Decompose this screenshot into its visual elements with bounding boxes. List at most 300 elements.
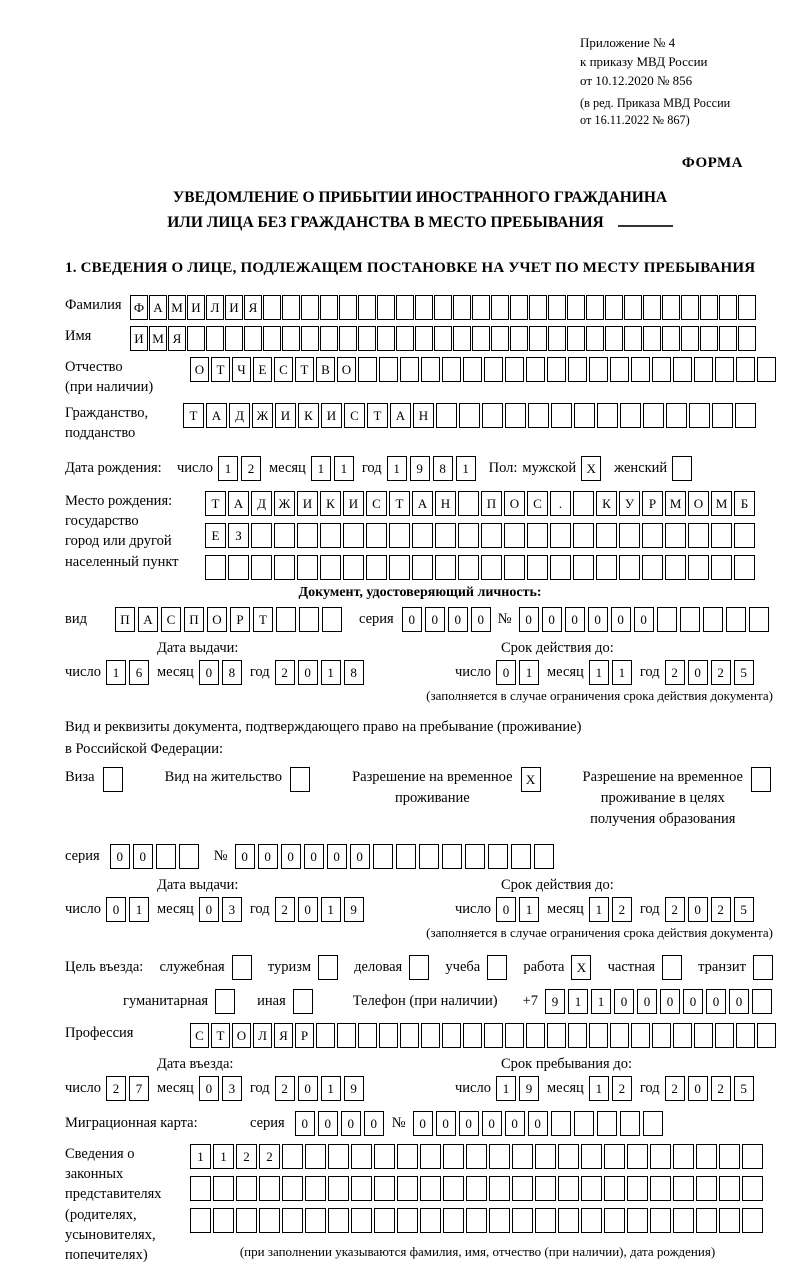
char-box[interactable] — [581, 1208, 602, 1233]
char-box[interactable]: 0 — [318, 1111, 338, 1136]
char-box[interactable]: О — [688, 491, 709, 516]
char-box[interactable] — [662, 955, 682, 980]
char-box[interactable]: А — [138, 607, 158, 632]
char-box[interactable]: К — [596, 491, 617, 516]
char-box[interactable] — [282, 1144, 303, 1169]
char-box[interactable]: С — [344, 403, 365, 428]
char-box[interactable] — [665, 555, 686, 580]
char-box[interactable]: Т — [183, 403, 204, 428]
char-box[interactable] — [320, 295, 338, 320]
char-box[interactable]: 8 — [344, 660, 364, 685]
char-box[interactable] — [742, 1208, 763, 1233]
char-box[interactable] — [505, 403, 526, 428]
char-box[interactable]: 7 — [129, 1076, 149, 1101]
char-box[interactable] — [259, 1208, 280, 1233]
char-box[interactable] — [527, 555, 548, 580]
char-box[interactable] — [631, 1023, 650, 1048]
char-box[interactable] — [512, 1208, 533, 1233]
char-box[interactable] — [662, 326, 680, 351]
char-box[interactable]: 0 — [459, 1111, 479, 1136]
char-box[interactable] — [232, 955, 252, 980]
char-box[interactable]: Е — [205, 523, 226, 548]
char-box[interactable] — [597, 403, 618, 428]
char-box[interactable]: Д — [251, 491, 272, 516]
char-box[interactable] — [604, 1144, 625, 1169]
char-box[interactable] — [504, 523, 525, 548]
char-box[interactable] — [397, 1208, 418, 1233]
char-box[interactable]: 2 — [612, 897, 632, 922]
char-box[interactable]: Т — [211, 357, 230, 382]
char-box[interactable]: 1 — [612, 660, 632, 685]
char-box[interactable] — [415, 326, 433, 351]
char-box[interactable] — [316, 1023, 335, 1048]
char-box[interactable]: К — [298, 403, 319, 428]
char-box[interactable] — [434, 295, 452, 320]
char-box[interactable]: О — [232, 1023, 251, 1048]
char-box[interactable] — [719, 1208, 740, 1233]
char-box[interactable]: И — [275, 403, 296, 428]
char-box[interactable]: А — [149, 295, 167, 320]
char-box[interactable] — [535, 1208, 556, 1233]
char-box[interactable] — [187, 326, 205, 351]
char-box[interactable] — [738, 326, 756, 351]
char-box[interactable]: И — [130, 326, 148, 351]
char-box[interactable] — [491, 326, 509, 351]
char-box[interactable] — [610, 357, 629, 382]
char-box[interactable]: С — [366, 491, 387, 516]
char-box[interactable]: 2 — [612, 1076, 632, 1101]
char-box[interactable]: Р — [230, 607, 250, 632]
char-box[interactable]: Т — [367, 403, 388, 428]
char-box[interactable]: 0 — [110, 844, 130, 869]
char-box[interactable]: С — [274, 357, 293, 382]
char-box[interactable] — [711, 523, 732, 548]
char-box[interactable] — [673, 1023, 692, 1048]
char-box[interactable]: Т — [295, 357, 314, 382]
char-box[interactable] — [734, 523, 755, 548]
char-box[interactable] — [694, 1023, 713, 1048]
char-box[interactable] — [465, 844, 485, 869]
char-box[interactable]: 0 — [298, 1076, 318, 1101]
char-box[interactable]: X — [521, 767, 541, 792]
char-box[interactable] — [179, 844, 199, 869]
char-box[interactable]: X — [571, 955, 591, 980]
char-box[interactable] — [558, 1208, 579, 1233]
char-box[interactable]: Е — [253, 357, 272, 382]
char-box[interactable]: 1 — [591, 989, 611, 1014]
char-box[interactable]: 1 — [311, 456, 331, 481]
char-box[interactable] — [696, 1144, 717, 1169]
char-box[interactable]: 0 — [133, 844, 153, 869]
char-box[interactable] — [681, 326, 699, 351]
char-box[interactable] — [547, 357, 566, 382]
char-box[interactable]: 0 — [496, 660, 516, 685]
char-box[interactable] — [757, 1023, 776, 1048]
char-box[interactable] — [484, 1023, 503, 1048]
char-box[interactable] — [205, 555, 226, 580]
char-box[interactable] — [742, 1144, 763, 1169]
char-box[interactable]: 1 — [129, 897, 149, 922]
char-box[interactable] — [535, 1176, 556, 1201]
char-box[interactable]: И — [225, 295, 243, 320]
char-box[interactable] — [419, 844, 439, 869]
char-box[interactable] — [351, 1176, 372, 1201]
char-box[interactable] — [459, 403, 480, 428]
char-box[interactable] — [488, 844, 508, 869]
char-box[interactable]: 0 — [199, 1076, 219, 1101]
char-box[interactable] — [680, 607, 700, 632]
char-box[interactable] — [379, 357, 398, 382]
char-box[interactable]: . — [550, 491, 571, 516]
char-box[interactable]: 0 — [505, 1111, 525, 1136]
char-box[interactable]: 1 — [321, 660, 341, 685]
char-box[interactable]: М — [168, 295, 186, 320]
char-box[interactable] — [527, 523, 548, 548]
char-box[interactable] — [339, 326, 357, 351]
char-box[interactable]: 2 — [106, 1076, 126, 1101]
char-box[interactable] — [358, 1023, 377, 1048]
char-box[interactable]: 0 — [496, 897, 516, 922]
char-box[interactable] — [604, 1208, 625, 1233]
char-box[interactable] — [228, 555, 249, 580]
char-box[interactable] — [389, 555, 410, 580]
char-box[interactable] — [657, 607, 677, 632]
char-box[interactable] — [305, 1144, 326, 1169]
char-box[interactable] — [466, 1144, 487, 1169]
char-box[interactable]: 2 — [275, 897, 295, 922]
char-box[interactable] — [491, 295, 509, 320]
char-box[interactable] — [481, 555, 502, 580]
char-box[interactable]: П — [481, 491, 502, 516]
char-box[interactable]: 3 — [222, 1076, 242, 1101]
char-box[interactable] — [389, 523, 410, 548]
char-box[interactable]: 2 — [665, 1076, 685, 1101]
char-box[interactable] — [379, 1023, 398, 1048]
char-box[interactable] — [206, 326, 224, 351]
char-box[interactable] — [301, 326, 319, 351]
char-box[interactable] — [726, 607, 746, 632]
char-box[interactable]: С — [161, 607, 181, 632]
char-box[interactable] — [420, 1208, 441, 1233]
char-box[interactable]: 0 — [425, 607, 445, 632]
char-box[interactable] — [328, 1176, 349, 1201]
char-box[interactable] — [343, 555, 364, 580]
char-box[interactable]: 1 — [519, 897, 539, 922]
char-box[interactable]: 5 — [734, 897, 754, 922]
char-box[interactable] — [596, 555, 617, 580]
char-box[interactable]: 2 — [665, 660, 685, 685]
char-box[interactable] — [251, 555, 272, 580]
char-box[interactable]: 8 — [433, 456, 453, 481]
char-box[interactable] — [650, 1208, 671, 1233]
char-box[interactable]: 0 — [519, 607, 539, 632]
char-box[interactable] — [421, 1023, 440, 1048]
char-box[interactable] — [742, 1176, 763, 1201]
char-box[interactable] — [466, 1176, 487, 1201]
char-box[interactable]: М — [149, 326, 167, 351]
char-box[interactable]: 0 — [298, 897, 318, 922]
char-box[interactable] — [694, 357, 713, 382]
char-box[interactable] — [703, 607, 723, 632]
char-box[interactable] — [420, 1144, 441, 1169]
char-box[interactable] — [643, 1111, 663, 1136]
char-box[interactable] — [586, 295, 604, 320]
char-box[interactable]: Я — [274, 1023, 293, 1048]
char-box[interactable] — [373, 844, 393, 869]
char-box[interactable] — [643, 403, 664, 428]
char-box[interactable]: Я — [244, 295, 262, 320]
char-box[interactable] — [358, 357, 377, 382]
char-box[interactable] — [443, 1208, 464, 1233]
char-box[interactable] — [282, 295, 300, 320]
char-box[interactable]: Ж — [274, 491, 295, 516]
char-box[interactable] — [482, 403, 503, 428]
char-box[interactable]: Л — [206, 295, 224, 320]
char-box[interactable] — [567, 295, 585, 320]
char-box[interactable] — [412, 523, 433, 548]
char-box[interactable] — [715, 1023, 734, 1048]
char-box[interactable] — [535, 1144, 556, 1169]
char-box[interactable]: 1 — [190, 1144, 211, 1169]
char-box[interactable]: М — [711, 491, 732, 516]
char-box[interactable] — [505, 357, 524, 382]
char-box[interactable]: Т — [253, 607, 273, 632]
char-box[interactable] — [712, 403, 733, 428]
char-box[interactable] — [620, 403, 641, 428]
char-box[interactable] — [567, 326, 585, 351]
char-box[interactable]: 0 — [542, 607, 562, 632]
char-box[interactable]: И — [187, 295, 205, 320]
char-box[interactable] — [156, 844, 176, 869]
char-box[interactable]: З — [228, 523, 249, 548]
char-box[interactable]: 0 — [683, 989, 703, 1014]
char-box[interactable] — [665, 523, 686, 548]
char-box[interactable] — [282, 1208, 303, 1233]
char-box[interactable] — [305, 1208, 326, 1233]
char-box[interactable] — [551, 1111, 571, 1136]
char-box[interactable] — [673, 1208, 694, 1233]
char-box[interactable]: 1 — [568, 989, 588, 1014]
char-box[interactable] — [463, 357, 482, 382]
char-box[interactable]: 1 — [334, 456, 354, 481]
char-box[interactable] — [377, 295, 395, 320]
char-box[interactable]: 2 — [275, 660, 295, 685]
char-box[interactable] — [328, 1144, 349, 1169]
char-box[interactable]: И — [343, 491, 364, 516]
char-box[interactable] — [484, 357, 503, 382]
char-box[interactable]: А — [228, 491, 249, 516]
char-box[interactable]: Д — [229, 403, 250, 428]
char-box[interactable] — [377, 326, 395, 351]
char-box[interactable] — [589, 1023, 608, 1048]
char-box[interactable]: 1 — [589, 1076, 609, 1101]
char-box[interactable] — [366, 523, 387, 548]
char-box[interactable]: Т — [211, 1023, 230, 1048]
char-box[interactable] — [442, 1023, 461, 1048]
char-box[interactable]: 1 — [218, 456, 238, 481]
char-box[interactable] — [581, 1144, 602, 1169]
char-box[interactable] — [443, 1176, 464, 1201]
char-box[interactable] — [339, 295, 357, 320]
char-box[interactable] — [528, 403, 549, 428]
char-box[interactable] — [650, 1144, 671, 1169]
char-box[interactable] — [505, 1023, 524, 1048]
char-box[interactable]: 0 — [634, 607, 654, 632]
char-box[interactable]: 9 — [545, 989, 565, 1014]
char-box[interactable] — [604, 1176, 625, 1201]
char-box[interactable]: И — [321, 403, 342, 428]
char-box[interactable] — [643, 295, 661, 320]
char-box[interactable]: 0 — [471, 607, 491, 632]
char-box[interactable] — [529, 295, 547, 320]
char-box[interactable] — [510, 295, 528, 320]
char-box[interactable] — [605, 295, 623, 320]
char-box[interactable]: 9 — [344, 1076, 364, 1101]
char-box[interactable] — [374, 1144, 395, 1169]
char-box[interactable]: 1 — [519, 660, 539, 685]
char-box[interactable] — [489, 1144, 510, 1169]
char-box[interactable] — [472, 326, 490, 351]
char-box[interactable] — [481, 523, 502, 548]
char-box[interactable]: С — [527, 491, 548, 516]
char-box[interactable] — [215, 989, 235, 1014]
char-box[interactable] — [472, 295, 490, 320]
char-box[interactable] — [642, 555, 663, 580]
char-box[interactable]: 6 — [129, 660, 149, 685]
char-box[interactable] — [751, 767, 771, 792]
char-box[interactable] — [366, 555, 387, 580]
char-box[interactable] — [305, 1176, 326, 1201]
char-box[interactable] — [652, 357, 671, 382]
char-box[interactable] — [510, 326, 528, 351]
char-box[interactable]: Н — [413, 403, 434, 428]
char-box[interactable]: 0 — [235, 844, 255, 869]
char-box[interactable] — [103, 767, 123, 792]
char-box[interactable]: 0 — [660, 989, 680, 1014]
char-box[interactable]: Н — [435, 491, 456, 516]
char-box[interactable] — [624, 295, 642, 320]
char-box[interactable]: 5 — [734, 660, 754, 685]
char-box[interactable]: 0 — [281, 844, 301, 869]
char-box[interactable] — [719, 295, 737, 320]
char-box[interactable] — [244, 326, 262, 351]
char-box[interactable] — [320, 555, 341, 580]
char-box[interactable] — [358, 295, 376, 320]
char-box[interactable] — [263, 295, 281, 320]
char-box[interactable]: 2 — [711, 660, 731, 685]
char-box[interactable] — [453, 326, 471, 351]
char-box[interactable] — [526, 357, 545, 382]
char-box[interactable] — [711, 555, 732, 580]
char-box[interactable] — [734, 555, 755, 580]
char-box[interactable]: X — [581, 456, 601, 481]
char-box[interactable] — [318, 955, 338, 980]
char-box[interactable] — [400, 1023, 419, 1048]
char-box[interactable] — [512, 1144, 533, 1169]
char-box[interactable] — [700, 326, 718, 351]
char-box[interactable] — [443, 1144, 464, 1169]
char-box[interactable] — [551, 403, 572, 428]
char-box[interactable] — [274, 555, 295, 580]
char-box[interactable] — [558, 1144, 579, 1169]
char-box[interactable] — [700, 295, 718, 320]
char-box[interactable]: К — [320, 491, 341, 516]
char-box[interactable] — [190, 1208, 211, 1233]
char-box[interactable] — [487, 955, 507, 980]
char-box[interactable] — [573, 523, 594, 548]
char-box[interactable] — [605, 326, 623, 351]
char-box[interactable] — [688, 555, 709, 580]
char-box[interactable]: 0 — [482, 1111, 502, 1136]
char-box[interactable]: 1 — [213, 1144, 234, 1169]
char-box[interactable]: 9 — [519, 1076, 539, 1101]
char-box[interactable]: П — [184, 607, 204, 632]
char-box[interactable] — [400, 357, 419, 382]
char-box[interactable]: 0 — [637, 989, 657, 1014]
char-box[interactable]: А — [412, 491, 433, 516]
char-box[interactable] — [466, 1208, 487, 1233]
char-box[interactable]: М — [665, 491, 686, 516]
char-box[interactable]: Т — [205, 491, 226, 516]
char-box[interactable]: 0 — [298, 660, 318, 685]
char-box[interactable]: 0 — [614, 989, 634, 1014]
char-box[interactable] — [320, 326, 338, 351]
char-box[interactable] — [322, 607, 342, 632]
char-box[interactable] — [652, 1023, 671, 1048]
char-box[interactable] — [415, 295, 433, 320]
char-box[interactable] — [689, 403, 710, 428]
char-box[interactable] — [719, 326, 737, 351]
char-box[interactable] — [274, 523, 295, 548]
char-box[interactable]: 0 — [341, 1111, 361, 1136]
char-box[interactable] — [642, 523, 663, 548]
char-box[interactable]: В — [316, 357, 335, 382]
char-box[interactable] — [550, 523, 571, 548]
char-box[interactable] — [610, 1023, 629, 1048]
char-box[interactable] — [489, 1208, 510, 1233]
char-box[interactable]: П — [115, 607, 135, 632]
char-box[interactable] — [251, 523, 272, 548]
char-box[interactable] — [397, 1144, 418, 1169]
char-box[interactable] — [282, 1176, 303, 1201]
char-box[interactable] — [736, 1023, 755, 1048]
char-box[interactable] — [573, 555, 594, 580]
char-box[interactable] — [568, 357, 587, 382]
char-box[interactable]: 1 — [321, 1076, 341, 1101]
char-box[interactable] — [696, 1176, 717, 1201]
char-box[interactable] — [627, 1176, 648, 1201]
char-box[interactable] — [351, 1144, 372, 1169]
char-box[interactable] — [673, 1144, 694, 1169]
char-box[interactable] — [529, 326, 547, 351]
char-box[interactable]: 0 — [327, 844, 347, 869]
char-box[interactable] — [688, 523, 709, 548]
char-box[interactable]: 0 — [688, 1076, 708, 1101]
char-box[interactable]: 1 — [496, 1076, 516, 1101]
char-box[interactable]: О — [190, 357, 209, 382]
char-box[interactable] — [719, 1176, 740, 1201]
char-box[interactable]: 0 — [295, 1111, 315, 1136]
char-box[interactable]: 3 — [222, 897, 242, 922]
char-box[interactable]: 0 — [611, 607, 631, 632]
char-box[interactable] — [374, 1208, 395, 1233]
char-box[interactable] — [534, 844, 554, 869]
char-box[interactable] — [673, 1176, 694, 1201]
char-box[interactable]: 2 — [665, 897, 685, 922]
char-box[interactable] — [397, 1176, 418, 1201]
char-box[interactable] — [749, 607, 769, 632]
char-box[interactable] — [396, 326, 414, 351]
